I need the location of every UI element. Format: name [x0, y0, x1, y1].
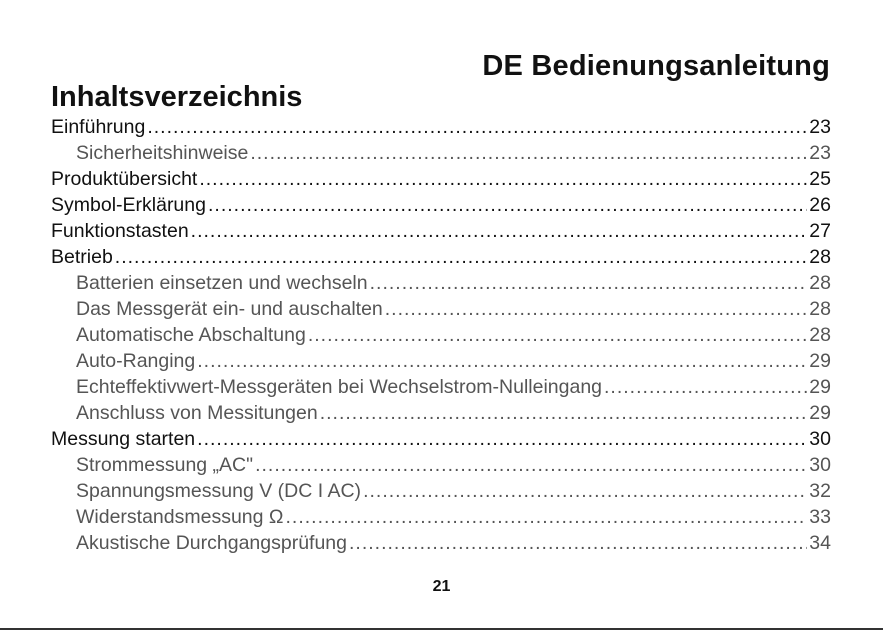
toc-entry-auto-ranging[interactable] — [51, 348, 831, 374]
toc-entry-funktionstasten[interactable] — [51, 218, 831, 244]
dot-leader — [349, 530, 807, 556]
document-title: DE Bedienungsanleitung — [482, 50, 830, 82]
toc-entry-page: 29 — [809, 402, 831, 424]
dot-leader — [147, 114, 807, 140]
toc-entry-page: 27 — [809, 220, 831, 242]
toc-entry-label: Betrieb — [51, 246, 113, 268]
toc-entry-messitungen[interactable] — [51, 400, 831, 426]
toc-entry-page: 34 — [809, 532, 831, 554]
toc-entry-label: Das Messgerät ein- und auschalten — [76, 298, 383, 320]
toc-entry-page: 28 — [809, 246, 831, 268]
toc-entry-page: 23 — [809, 116, 831, 138]
toc-entry-abschaltung[interactable] — [51, 322, 831, 348]
toc-entry-widerstandsmessung[interactable] — [51, 504, 831, 530]
toc-entry-label: Spannungsmessung V (DC I AC) — [76, 480, 362, 502]
dot-leader — [363, 478, 807, 504]
toc-entry-label: Batterien einsetzen und wechseln — [76, 272, 368, 294]
toc-entry-ein-auschalten[interactable] — [51, 296, 831, 322]
toc-entry-label: Produktübersicht — [51, 168, 198, 190]
toc-entry-produktuebersicht[interactable] — [51, 166, 831, 192]
dot-leader — [370, 270, 808, 296]
toc-entry-page: 28 — [809, 272, 831, 294]
dot-leader — [197, 426, 807, 452]
dot-leader — [320, 400, 808, 426]
toc-entry-durchgangspruefung[interactable] — [51, 530, 831, 556]
toc-entry-batterien[interactable] — [51, 270, 831, 296]
toc-entry-label: Automatische Abschaltung — [76, 324, 306, 346]
toc-entry-messung-starten[interactable] — [51, 426, 831, 452]
toc-entry-symbol-erklaerung[interactable] — [51, 192, 831, 218]
toc-entry-label: Auto-Ranging — [76, 350, 196, 372]
dot-leader — [286, 504, 808, 530]
toc-entry-spannungsmessung[interactable] — [51, 478, 831, 504]
toc-entry-label: Anschluss von Messitungen — [76, 402, 318, 424]
toc-entry-betrieb[interactable] — [51, 244, 831, 270]
toc-entry-label: Echteffektivwert-Messgeräten bei Wechselstrom-Nulleingang — [76, 376, 603, 398]
toc-entry-page: 25 — [809, 168, 831, 190]
toc-entry-label: Akustische Durchgangsprüfung — [76, 532, 347, 554]
toc-entry-page: 28 — [809, 298, 831, 320]
toc-entry-page: 33 — [809, 506, 831, 528]
toc-entry-page: 30 — [809, 428, 831, 450]
toc-entry-page: 29 — [809, 376, 831, 398]
toc-entry-page: 29 — [809, 350, 831, 372]
table-of-contents — [51, 114, 831, 556]
toc-heading: Inhaltsverzeichnis — [51, 81, 303, 113]
dot-leader — [604, 374, 807, 400]
dot-leader — [197, 348, 807, 374]
dot-leader — [191, 218, 808, 244]
toc-entry-echteffektivwert[interactable] — [51, 374, 831, 400]
toc-entry-label: Widerstandsmessung Ω — [76, 506, 284, 528]
toc-entry-sicherheitshinweise[interactable] — [51, 140, 831, 166]
dot-leader — [250, 140, 807, 166]
footer-divider — [0, 628, 883, 630]
toc-entry-page: 32 — [809, 480, 831, 502]
dot-leader — [208, 192, 807, 218]
toc-entry-label: Strommessung „AC" — [76, 454, 254, 476]
toc-entry-label: Symbol-Erklärung — [51, 194, 206, 216]
dot-leader — [385, 296, 808, 322]
dot-leader — [199, 166, 807, 192]
toc-entry-page: 23 — [809, 142, 831, 164]
toc-entry-label: Einführung — [51, 116, 146, 138]
toc-entry-page: 26 — [809, 194, 831, 216]
toc-entry-einfuehrung[interactable] — [51, 114, 831, 140]
dot-leader — [115, 244, 808, 270]
dot-leader — [255, 452, 807, 478]
dot-leader — [308, 322, 807, 348]
page-number: 21 — [432, 578, 451, 595]
toc-entry-label: Sicherheitshinweise — [76, 142, 249, 164]
toc-entry-label: Funktionstasten — [51, 220, 189, 242]
toc-entry-page: 30 — [809, 454, 831, 476]
toc-entry-strommessung[interactable] — [51, 452, 831, 478]
toc-entry-label: Messung starten — [51, 428, 196, 450]
toc-entry-page: 28 — [809, 324, 831, 346]
